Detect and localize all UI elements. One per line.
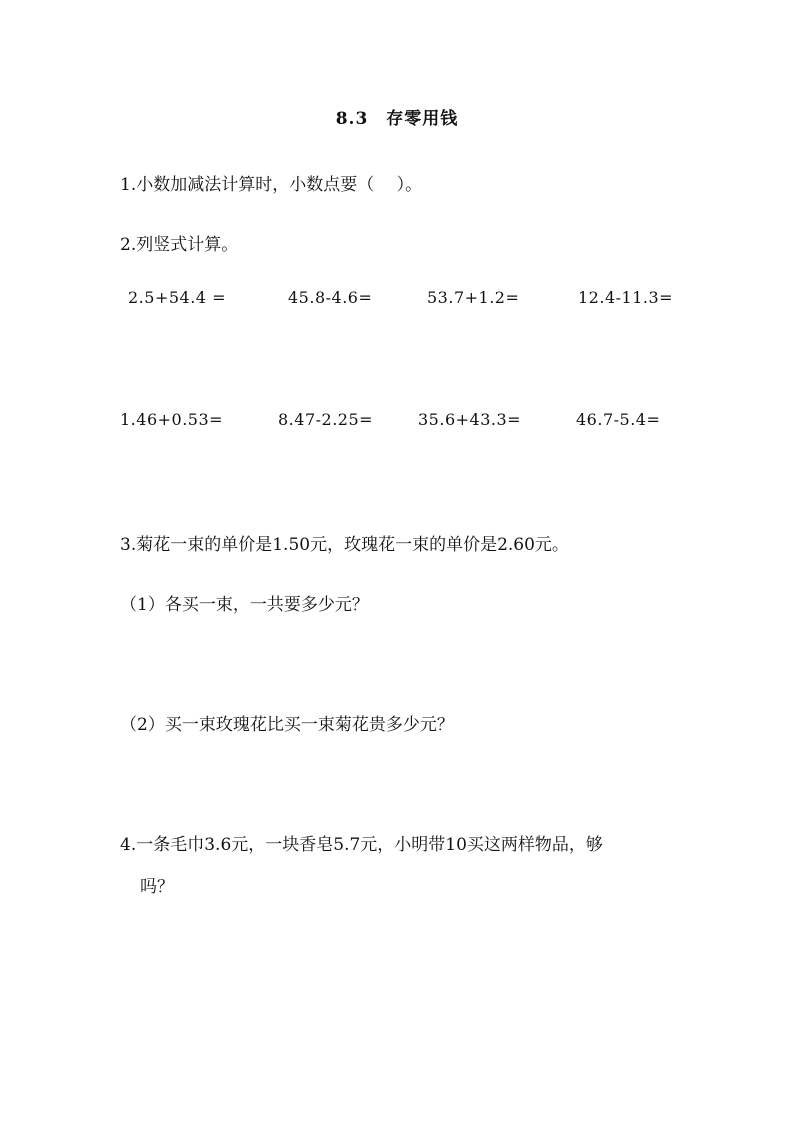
calc-1-3: 53.7+1.2=	[427, 288, 520, 307]
question-2-heading: 2.列竖式计算。	[120, 235, 239, 255]
calc-1-1: 2.5+54.4 =	[128, 288, 226, 307]
page-title: 8.3 存零用钱	[335, 109, 459, 129]
question-4-line-2: 吗？	[140, 877, 174, 897]
calc-2-3: 35.6+43.3=	[418, 410, 522, 429]
question-3-part-1: （1）各买一束，一共要多少元？	[120, 595, 369, 615]
question-4-line-1: 4.一条毛巾3.6元，一块香皂5.7元，小明带10买这两样物品，够	[120, 835, 603, 855]
calc-2-2: 8.47-2.25=	[278, 410, 374, 429]
question-3-part-2: （2）买一束玫瑰花比买一束菊花贵多少元？	[120, 715, 454, 735]
question-1: 1.小数加减法计算时，小数点要（ ）。	[120, 175, 423, 195]
calc-1-4: 12.4-11.3=	[578, 288, 674, 307]
question-3-stem: 3.菊花一束的单价是1.50元，玫瑰花一束的单价是2.60元。	[120, 535, 569, 555]
calc-2-4: 46.7-5.4=	[576, 410, 661, 429]
calc-1-2: 45.8-4.6=	[288, 288, 373, 307]
calc-2-1: 1.46+0.53=	[120, 410, 224, 429]
